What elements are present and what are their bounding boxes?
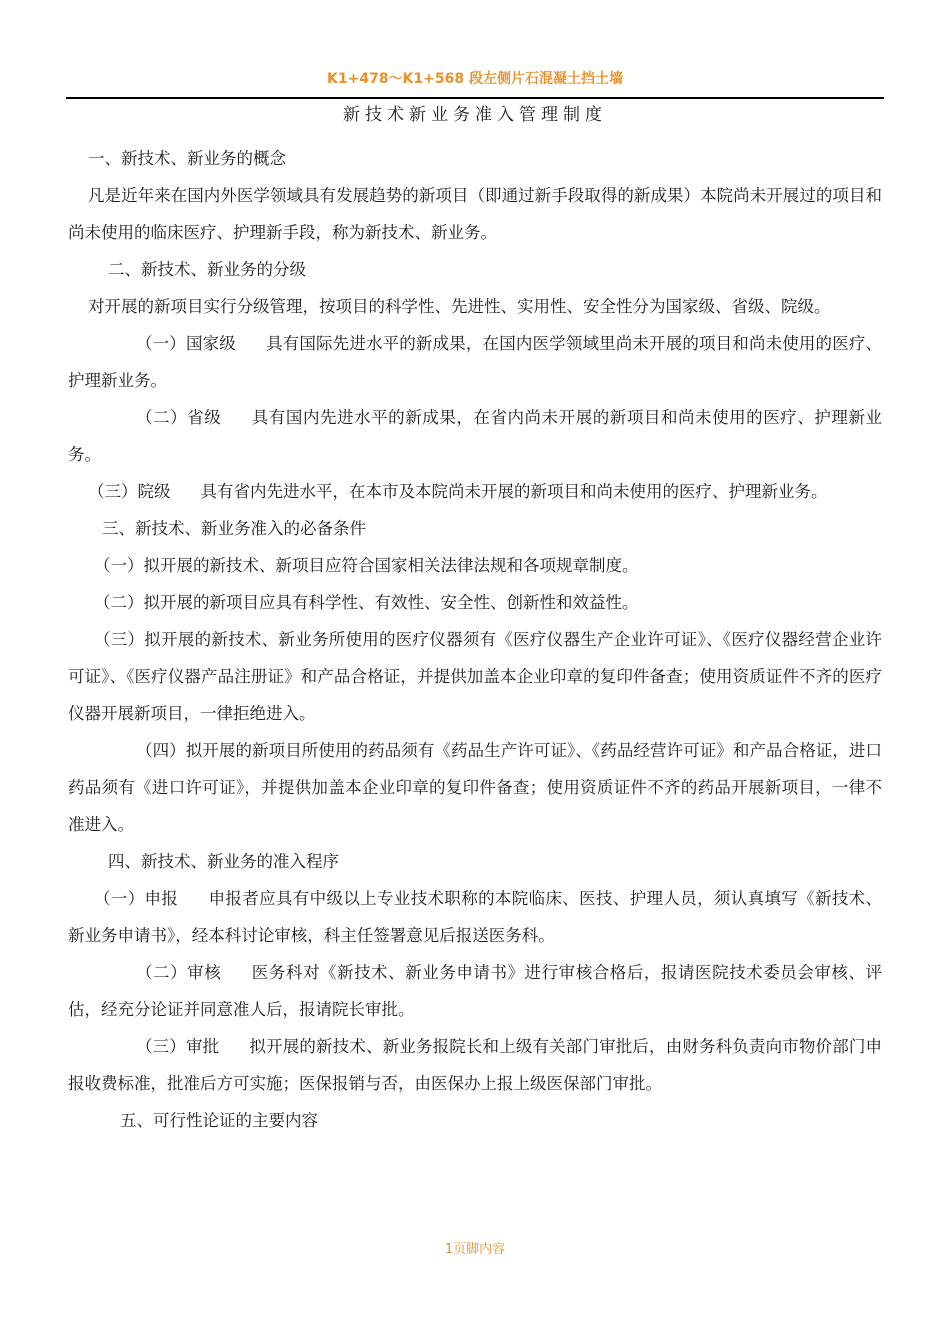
page-footer: 1页脚内容 [444,1242,506,1257]
section-5-heading: 五、可行性论证的主要内容 [120,1111,318,1130]
section-1-heading: 一、新技术、新业务的概念 [88,149,286,168]
item-label: （三）审批 [136,1037,220,1056]
item-text: 申报者应具有中级以上专业技术职称的本院临床、医技、护理人员，须认真填写《新技术、新业务申请书》，经本科讨论审核，科主任签署意见后报送医务科。 [68,889,883,945]
section-3-item-4: （四）拟开展的新项目所使用的药品须有《药品生产许可证》、《药品经营许可证》和产品合格证，进口药品须有《进口许可证》，并提供加盖本企业印章的复印件备查；使用资质证件不齐的药品开展新项目，一律不准进入。 [68,741,882,834]
section-4-item-approve [68,1028,882,1102]
section-3-item-3: （三）拟开展的新技术、新业务所使用的医疗仪器须有《医疗仪器生产企业许可证》、《医疗仪器经营企业许可证》、《医疗仪器产品注册证》和产品合格证，并提供加盖本企业印章的复印件备查；使用资质证件不齐的医疗仪器开展新项目，一律拒绝进入。 [68,630,882,723]
item-label: （三）院级 [88,482,171,501]
section-4-item-review [68,954,882,1028]
document-body [68,140,882,1139]
section-2-paragraph: 对开展的新项目实行分级管理，按项目的科学性、先进性、实用性、安全性分为国家级、省级、院级。 [88,297,831,316]
item-label: （二）省级 [136,408,222,427]
header-rule [66,97,884,99]
section-3-item-2: （二）拟开展的新项目应具有科学性、有效性、安全性、创新性和效益性。 [94,593,639,612]
section-2-item-provincial [68,399,882,473]
item-label: （一）申报 [94,889,179,908]
item-label: （一）国家级 [136,334,236,353]
section-3-item-1: （一）拟开展的新技术、新项目应符合国家相关法律法规和各项规章制度。 [94,556,639,575]
section-2-item-national [68,325,882,399]
section-2-heading: 二、新技术、新业务的分级 [108,260,306,279]
page-header: K1+478～K1+568 段左侧片石混凝土挡土墙 [327,71,623,87]
item-text: 医务科对《新技术、新业务申请书》进行审核合格后，报请医院技术委员会审核、评估，经充分论证并同意准人后，报请院长审批。 [68,963,883,1019]
item-text: 具有国内先进水平的新成果，在省内尚未开展的新项目和尚未使用的医疗、护理新业务。 [68,408,883,464]
document-title: 新技术新业务准入管理制度 [343,105,607,125]
section-2-item-hospital [68,473,882,510]
section-1-paragraph: 凡是近年来在国内外医学领域具有发展趋势的新项目（即通过新手段取得的新成果）本院尚未开展过的项目和尚未使用的临床医疗、护理新手段，称为新技术、新业务。 [68,186,882,242]
section-3-heading: 三、新技术、新业务准入的必备条件 [102,519,366,538]
item-text: 具有省内先进水平，在本市及本院尚未开展的新项目和尚未使用的医疗、护理新业务。 [200,482,828,501]
item-text: 具有国际先进水平的新成果，在国内医学领域里尚未开展的项目和尚未使用的医疗、护理新业务。 [68,334,883,390]
item-label: （二）审核 [136,963,222,982]
section-4-item-apply [68,880,882,954]
section-4-heading: 四、新技术、新业务的准入程序 [108,852,339,871]
item-text: 拟开展的新技术、新业务报院长和上级有关部门审批后，由财务科负责向市物价部门申报收费标准，批准后方可实施；医保报销与否，由医保办上报上级医保部门审批。 [68,1037,883,1093]
